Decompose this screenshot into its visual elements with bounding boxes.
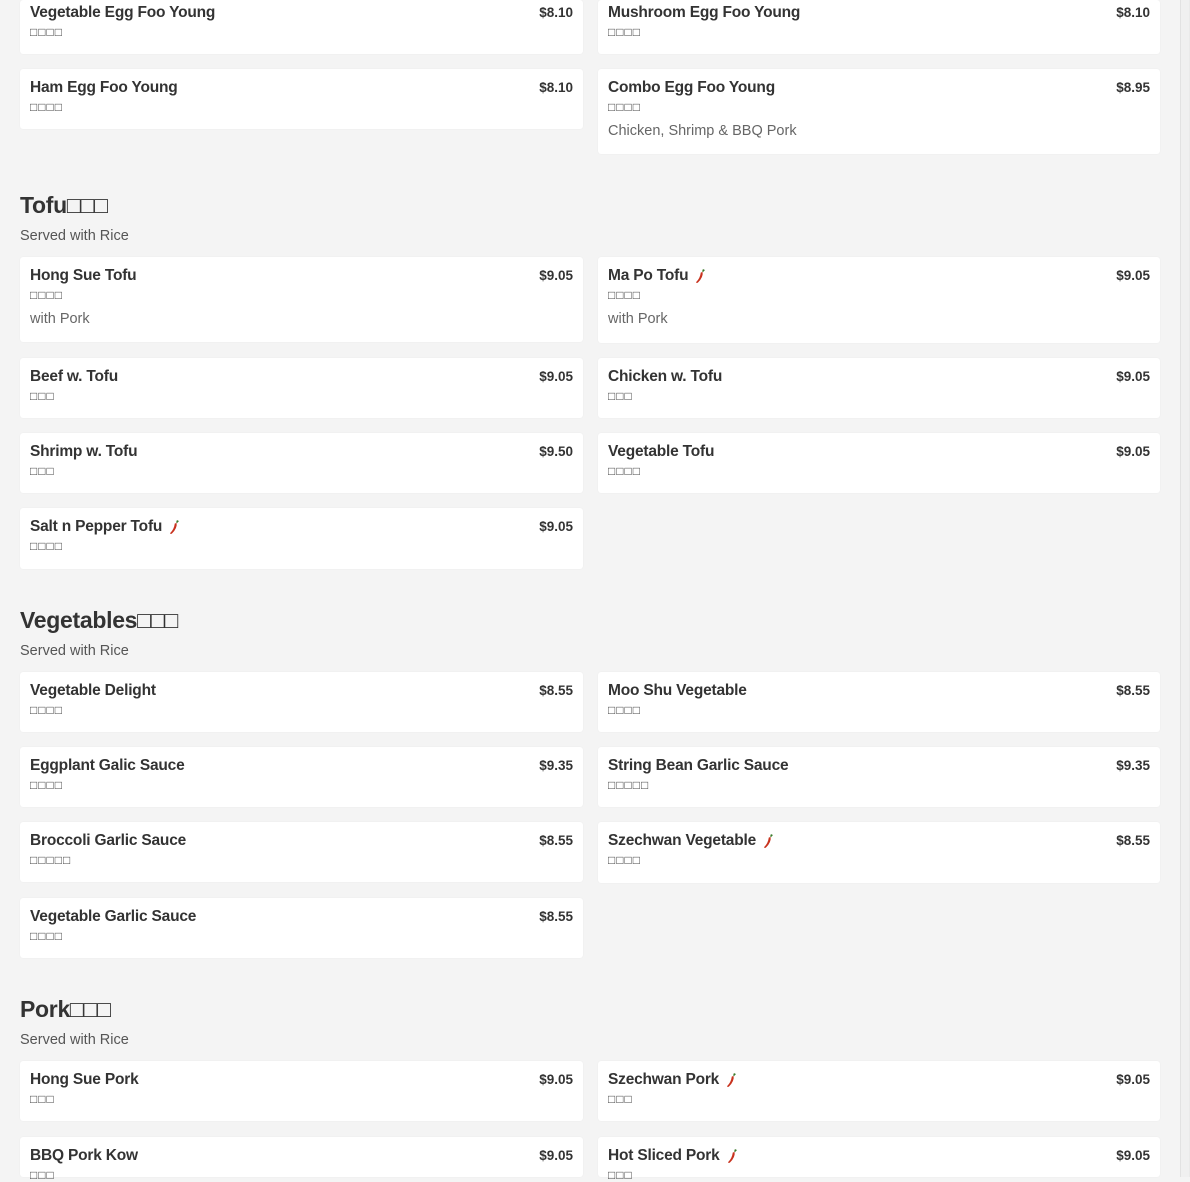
item-name: Vegetable Garlic Sauce <box>30 908 197 925</box>
section-title-vegetables: Vegetables□□□ <box>20 607 178 633</box>
chili-pepper-icon <box>169 520 179 535</box>
item-price: $8.10 <box>539 80 573 95</box>
item-chinese-name: □□□ <box>608 1092 633 1106</box>
item-name: Hot Sliced Pork <box>608 1147 720 1164</box>
item-chinese-name: □□□□ <box>608 25 641 39</box>
item-price: $8.10 <box>539 5 573 20</box>
item-chinese-name: □□□□ <box>30 539 63 553</box>
item-price: $8.95 <box>1116 80 1150 95</box>
item-chinese-name: □□□□□ <box>608 778 650 792</box>
item-price: $8.55 <box>539 683 573 698</box>
item-name: Vegetable Egg Foo Young <box>30 4 216 21</box>
item-price: $9.05 <box>1116 444 1150 459</box>
chili-pepper-icon <box>763 834 773 849</box>
item-name: Szechwan Pork <box>608 1071 720 1088</box>
item-price: $9.05 <box>539 1148 573 1163</box>
section-title-tofu: Tofu□□□ <box>20 192 108 218</box>
item-name: Szechwan Vegetable <box>608 832 757 849</box>
item-name: Hong Sue Tofu <box>30 267 137 284</box>
item-name: Combo Egg Foo Young <box>608 79 775 96</box>
item-price: $9.05 <box>1116 268 1150 283</box>
menu-item-card[interactable] <box>598 1061 1160 1121</box>
menu-item-card[interactable] <box>20 358 583 418</box>
section-title-pork: Pork□□□ <box>20 996 111 1022</box>
item-name-with-icon <box>608 267 705 285</box>
menu-item-card[interactable] <box>598 433 1160 493</box>
item-price: $8.10 <box>1116 5 1150 20</box>
item-description: with Pork <box>608 311 668 327</box>
chili-pepper-icon <box>727 1149 737 1164</box>
chili-pepper-icon <box>695 269 705 284</box>
item-chinese-name: □□□□ <box>608 100 641 114</box>
item-chinese-name: □□□□ <box>608 288 641 302</box>
item-name-with-icon <box>30 518 179 536</box>
item-chinese-name: □□□□ <box>30 288 63 302</box>
scrollbar-track[interactable] <box>1180 0 1190 1177</box>
item-name: Moo Shu Vegetable <box>608 682 747 699</box>
menu-item-card[interactable] <box>598 1137 1160 1182</box>
item-chinese-name: □□□□ <box>30 778 63 792</box>
item-chinese-name: □□□□□ <box>30 853 72 867</box>
item-price: $9.50 <box>539 444 573 459</box>
item-chinese-name: □□□□ <box>608 464 641 478</box>
item-name: Shrimp w. Tofu <box>30 443 138 460</box>
item-name-with-icon <box>608 1071 736 1089</box>
item-price: $9.35 <box>539 758 573 773</box>
item-name-with-icon <box>608 832 773 850</box>
menu-item-card[interactable] <box>598 747 1160 807</box>
item-description: Chicken, Shrimp & BBQ Pork <box>608 123 797 139</box>
item-chinese-name: □□□ <box>30 1092 55 1106</box>
menu-item-card[interactable] <box>20 747 583 807</box>
item-name: Mushroom Egg Foo Young <box>608 4 801 21</box>
item-price: $8.55 <box>539 909 573 924</box>
item-chinese-name: □□□ <box>608 389 633 403</box>
menu-item-card[interactable] <box>20 433 583 493</box>
item-chinese-name: □□□□ <box>30 929 63 943</box>
item-name: Ma Po Tofu <box>608 267 689 284</box>
item-name-with-icon <box>608 1147 737 1165</box>
menu-item-card[interactable] <box>20 898 583 958</box>
chili-pepper-icon <box>726 1073 736 1088</box>
section-subtitle: Served with Rice <box>20 1032 129 1048</box>
item-chinese-name: □□□□ <box>30 100 63 114</box>
item-price: $8.55 <box>1116 833 1150 848</box>
menu-item-card[interactable] <box>598 358 1160 418</box>
menu-item-card[interactable] <box>20 672 583 732</box>
section-subtitle: Served with Rice <box>20 643 129 659</box>
menu-item-card[interactable] <box>598 672 1160 732</box>
menu-item-card[interactable] <box>20 822 583 882</box>
item-price: $9.05 <box>539 268 573 283</box>
menu-item-card[interactable] <box>20 1061 583 1121</box>
menu-item-card[interactable] <box>20 257 583 342</box>
item-name: Hong Sue Pork <box>30 1071 139 1088</box>
item-price: $9.05 <box>1116 1148 1150 1163</box>
item-chinese-name: □□□ <box>608 1168 633 1182</box>
item-chinese-name: □□□□ <box>608 703 641 717</box>
item-chinese-name: □□□□ <box>30 25 63 39</box>
menu-item-card[interactable] <box>20 1137 583 1182</box>
menu-item-card[interactable] <box>598 0 1160 54</box>
section-subtitle: Served with Rice <box>20 228 129 244</box>
item-price: $8.55 <box>539 833 573 848</box>
item-chinese-name: □□□ <box>30 464 55 478</box>
item-price: $9.05 <box>539 519 573 534</box>
item-name: Salt n Pepper Tofu <box>30 518 163 535</box>
item-chinese-name: □□□□ <box>30 703 63 717</box>
scrollbar-thumb[interactable] <box>1180 0 1189 1177</box>
menu-item-card[interactable] <box>20 508 583 569</box>
item-chinese-name: □□□ <box>30 389 55 403</box>
item-chinese-name: □□□□ <box>608 853 641 867</box>
item-price: $9.05 <box>1116 1072 1150 1087</box>
menu-item-card[interactable] <box>598 69 1160 154</box>
item-name: Eggplant Galic Sauce <box>30 757 185 774</box>
menu-item-card[interactable] <box>598 257 1160 343</box>
item-price: $9.35 <box>1116 758 1150 773</box>
item-price: $9.05 <box>1116 369 1150 384</box>
menu-item-card[interactable] <box>20 0 583 54</box>
item-name: Ham Egg Foo Young <box>30 79 178 96</box>
item-chinese-name: □□□ <box>30 1168 55 1182</box>
item-name: Chicken w. Tofu <box>608 368 723 385</box>
item-price: $9.05 <box>539 1072 573 1087</box>
item-name: Vegetable Tofu <box>608 443 715 460</box>
item-name: Beef w. Tofu <box>30 368 119 385</box>
item-name: Vegetable Delight <box>30 682 156 699</box>
menu-item-card[interactable] <box>20 69 583 129</box>
item-description: with Pork <box>30 311 90 327</box>
menu-item-card[interactable] <box>598 822 1160 883</box>
item-price: $9.05 <box>539 369 573 384</box>
item-name: String Bean Garlic Sauce <box>608 757 789 774</box>
item-name: Broccoli Garlic Sauce <box>30 832 187 849</box>
item-price: $8.55 <box>1116 683 1150 698</box>
item-name: BBQ Pork Kow <box>30 1147 138 1164</box>
